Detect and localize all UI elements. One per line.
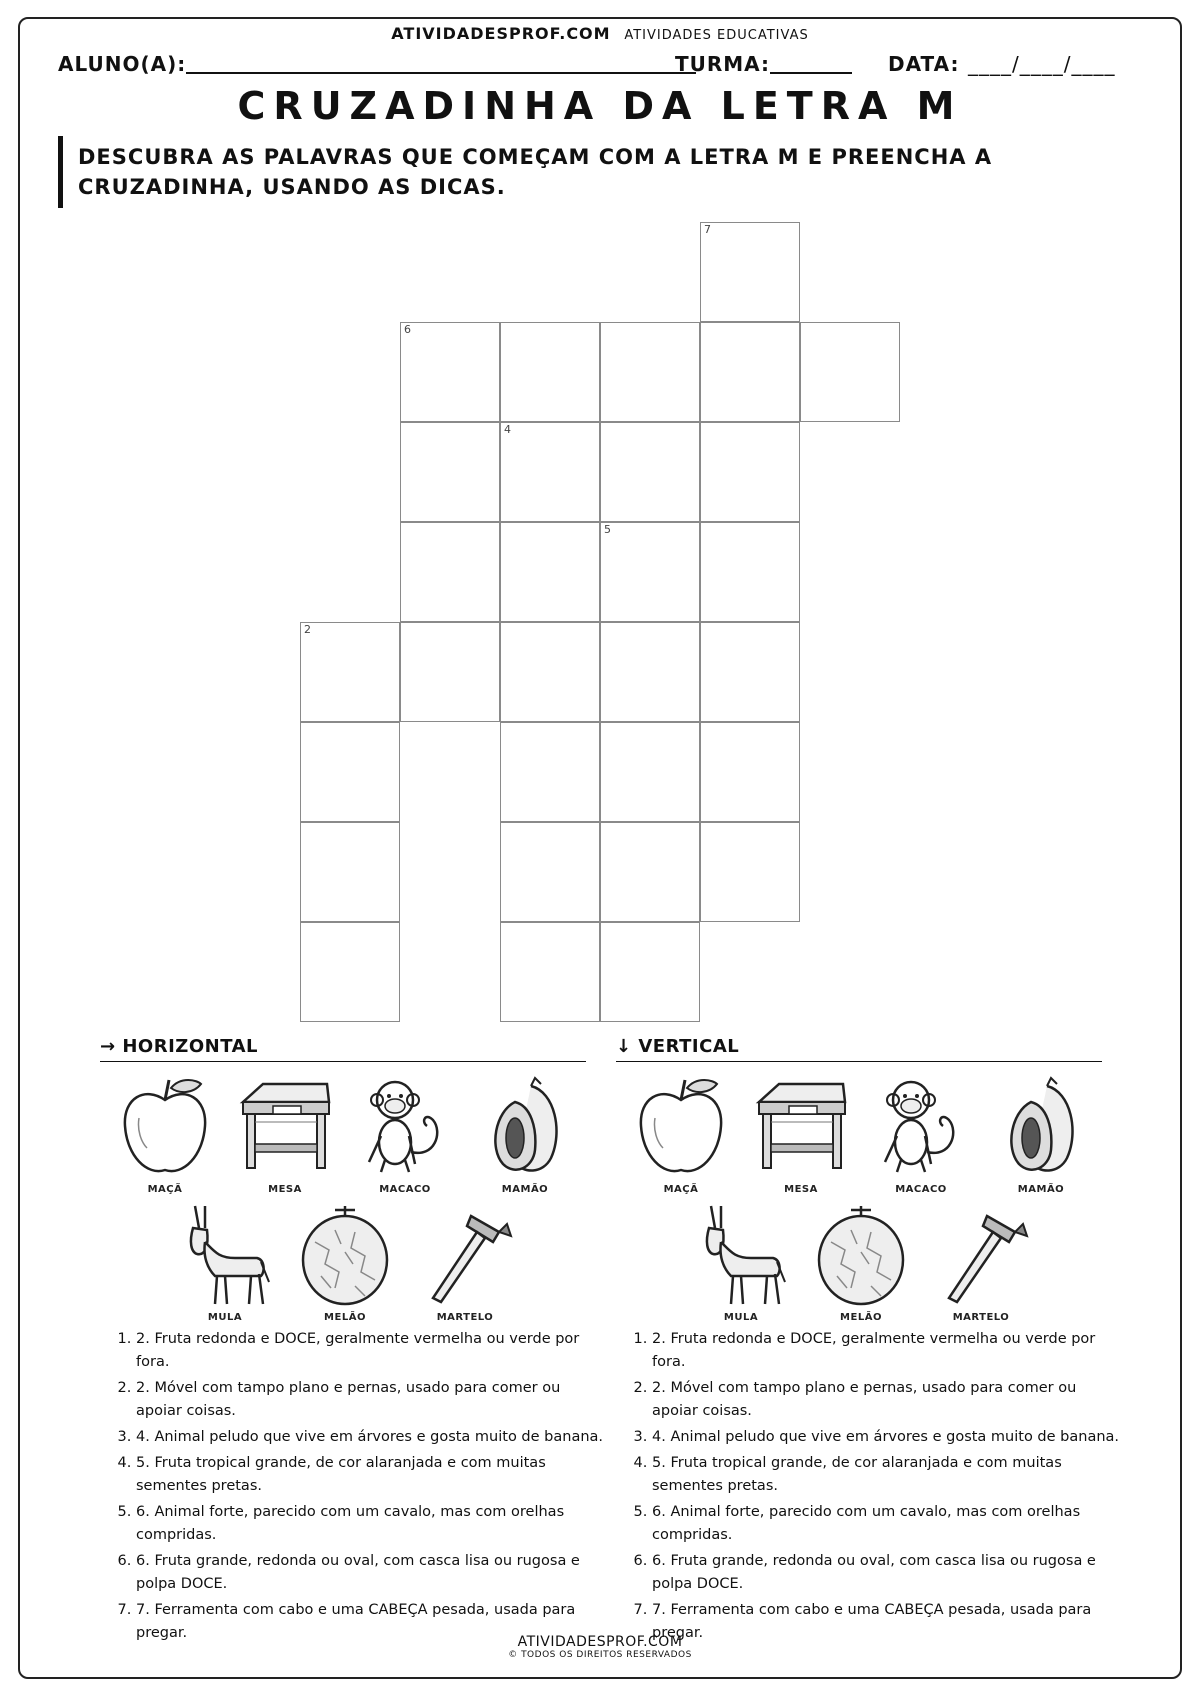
clue-item: 1. 2. Fruta redonda e DOCE, geralmente vermelha ou verde por fora. bbox=[136, 1328, 606, 1374]
vertical-clue-list bbox=[616, 1328, 1122, 1648]
picture-martelo bbox=[926, 1202, 1036, 1323]
grid-cell[interactable] bbox=[300, 722, 400, 822]
picture-label: MARTELO bbox=[952, 1312, 1010, 1323]
hammer-icon bbox=[415, 1202, 515, 1310]
melon-icon bbox=[295, 1202, 395, 1310]
grid-cell[interactable] bbox=[700, 522, 800, 622]
clue-item: 6. 6. Fruta grande, redonda ou oval, com casca lisa ou rugosa e polpa DOCE. bbox=[136, 1550, 606, 1596]
picture-label: MAMÃO bbox=[1017, 1184, 1065, 1195]
picture-label: MAMÃO bbox=[501, 1184, 549, 1195]
clue-item: 3. 4. Animal peludo que vive em árvores e gosta muito de banana. bbox=[652, 1426, 1122, 1449]
student-info-row bbox=[58, 52, 1148, 82]
picture-mesa bbox=[746, 1072, 856, 1195]
grid-cell[interactable] bbox=[400, 422, 500, 522]
grid-cell[interactable] bbox=[700, 822, 800, 922]
picture-label: MAÇÃ bbox=[147, 1184, 183, 1195]
picture-label: MELÃO bbox=[840, 1312, 882, 1323]
clue-number: 6 bbox=[404, 323, 411, 336]
data-label: DATA: bbox=[888, 52, 960, 76]
grid-cell[interactable] bbox=[400, 522, 500, 622]
page-footer bbox=[0, 1634, 1200, 1660]
grid-cell[interactable] bbox=[400, 622, 500, 722]
papaya-icon bbox=[991, 1072, 1091, 1182]
table-icon bbox=[749, 1072, 853, 1182]
picture-mamao bbox=[986, 1072, 1096, 1195]
table-icon bbox=[233, 1072, 337, 1182]
site-header bbox=[0, 24, 1200, 43]
picture-macaco bbox=[866, 1072, 976, 1195]
melon-icon bbox=[811, 1202, 911, 1310]
apple-icon bbox=[631, 1072, 731, 1182]
clue-number: 5 bbox=[604, 523, 611, 536]
grid-cell[interactable] bbox=[700, 722, 800, 822]
picture-mesa bbox=[230, 1072, 340, 1195]
grid-cell[interactable] bbox=[400, 322, 500, 422]
mule-icon bbox=[175, 1202, 275, 1310]
page-title: CRUZADINHA DA LETRA M bbox=[237, 84, 963, 128]
picture-melao bbox=[806, 1202, 916, 1323]
instructions: DESCUBRA AS PALAVRAS QUE COMEÇAM COM A LETRA M E PREENCHA A CRUZADINHA, USANDO AS DICAS. bbox=[78, 145, 993, 199]
grid-cell[interactable] bbox=[700, 622, 800, 722]
clue-item: 2. 2. Móvel com tampo plano e pernas, usado para comer ou apoiar coisas. bbox=[652, 1377, 1122, 1423]
monkey-icon bbox=[355, 1072, 455, 1182]
picture-label: MULA bbox=[723, 1312, 759, 1323]
apple-icon bbox=[115, 1072, 215, 1182]
instruction-bar bbox=[58, 136, 63, 208]
clue-number: 7 bbox=[704, 223, 711, 236]
picture-maca bbox=[110, 1072, 220, 1195]
turma-field[interactable] bbox=[770, 52, 852, 74]
grid-cell[interactable] bbox=[600, 422, 700, 522]
clue-item: 3. 4. Animal peludo que vive em árvores e gosta muito de banana. bbox=[136, 1426, 606, 1449]
grid-cell[interactable] bbox=[600, 622, 700, 722]
vertical-divider bbox=[616, 1061, 1102, 1062]
picture-mula bbox=[170, 1202, 280, 1323]
papaya-icon bbox=[475, 1072, 575, 1182]
site-subtitle: ATIVIDADES EDUCATIVAS bbox=[624, 28, 809, 43]
grid-cell[interactable] bbox=[500, 622, 600, 722]
grid-cell[interactable] bbox=[600, 322, 700, 422]
grid-cell[interactable] bbox=[500, 422, 600, 522]
picture-melao bbox=[290, 1202, 400, 1323]
footer-rights: © TODOS OS DIREITOS RESERVADOS bbox=[508, 1650, 692, 1660]
grid-cell[interactable] bbox=[600, 522, 700, 622]
site-name: ATIVIDADESPROF.COM bbox=[391, 24, 611, 43]
picture-label: MESA bbox=[784, 1184, 818, 1195]
grid-cell[interactable] bbox=[500, 522, 600, 622]
grid-cell[interactable] bbox=[300, 922, 400, 1022]
clue-item: 7. 7. Ferramenta com cabo e uma CABEÇA pesada, usada para pregar. bbox=[136, 1599, 606, 1645]
grid-cell[interactable] bbox=[600, 722, 700, 822]
grid-cell[interactable] bbox=[300, 822, 400, 922]
picture-mamao bbox=[470, 1072, 580, 1195]
vertical-heading: ↓ VERTICAL bbox=[616, 1036, 740, 1057]
clue-item: 4. 5. Fruta tropical grande, de cor alaranjada e com muitas sementes pretas. bbox=[652, 1452, 1122, 1498]
grid-cell[interactable] bbox=[600, 922, 700, 1022]
clue-item: 2. 2. Móvel com tampo plano e pernas, usado para comer ou apoiar coisas. bbox=[136, 1377, 606, 1423]
clue-number: 2 bbox=[304, 623, 311, 636]
horizontal-heading: → HORIZONTAL bbox=[100, 1036, 258, 1057]
grid-cell[interactable] bbox=[700, 422, 800, 522]
clue-item: 5. 6. Animal forte, parecido com um cavalo, mas com orelhas compridas. bbox=[652, 1501, 1122, 1547]
mule-icon bbox=[691, 1202, 791, 1310]
clue-item: 7. 7. Ferramenta com cabo e uma CABEÇA pesada, usada para pregar. bbox=[652, 1599, 1122, 1645]
picture-label: MULA bbox=[207, 1312, 243, 1323]
grid-cell[interactable] bbox=[300, 622, 400, 722]
footer-site: ATIVIDADESPROF.COM bbox=[517, 1634, 683, 1650]
grid-cell[interactable] bbox=[500, 722, 600, 822]
picture-label: MELÃO bbox=[324, 1312, 366, 1323]
clue-item: 5. 6. Animal forte, parecido com um cavalo, mas com orelhas compridas. bbox=[136, 1501, 606, 1547]
monkey-icon bbox=[871, 1072, 971, 1182]
picture-label: MACACO bbox=[379, 1184, 431, 1195]
hammer-icon bbox=[931, 1202, 1031, 1310]
grid-cell[interactable] bbox=[500, 822, 600, 922]
picture-martelo bbox=[410, 1202, 520, 1323]
picture-label: MESA bbox=[268, 1184, 302, 1195]
horizontal-clue-list bbox=[100, 1328, 606, 1648]
picture-label: MAÇÃ bbox=[663, 1184, 699, 1195]
turma-label: TURMA: bbox=[675, 52, 771, 76]
clue-item: 4. 5. Fruta tropical grande, de cor alaranjada e com muitas sementes pretas. bbox=[136, 1452, 606, 1498]
picture-label: MARTELO bbox=[436, 1312, 494, 1323]
grid-cell[interactable] bbox=[800, 322, 900, 422]
grid-cell[interactable] bbox=[700, 322, 800, 422]
aluno-label: ALUNO(A): bbox=[58, 52, 187, 76]
grid-cell[interactable] bbox=[500, 322, 600, 422]
grid-cell[interactable] bbox=[600, 822, 700, 922]
grid-cell[interactable] bbox=[700, 222, 800, 322]
grid-cell[interactable] bbox=[500, 922, 600, 1022]
horizontal-divider bbox=[100, 1061, 586, 1062]
picture-mula bbox=[686, 1202, 796, 1323]
clue-number: 4 bbox=[504, 423, 511, 436]
picture-maca bbox=[626, 1072, 736, 1195]
clue-item: 1. 2. Fruta redonda e DOCE, geralmente vermelha ou verde por fora. bbox=[652, 1328, 1122, 1374]
picture-label: MACACO bbox=[895, 1184, 947, 1195]
aluno-field[interactable] bbox=[186, 52, 696, 74]
clue-item: 6. 6. Fruta grande, redonda ou oval, com casca lisa ou rugosa e polpa DOCE. bbox=[652, 1550, 1122, 1596]
data-field[interactable]: ____/____/____ bbox=[968, 52, 1116, 76]
picture-macaco bbox=[350, 1072, 460, 1195]
